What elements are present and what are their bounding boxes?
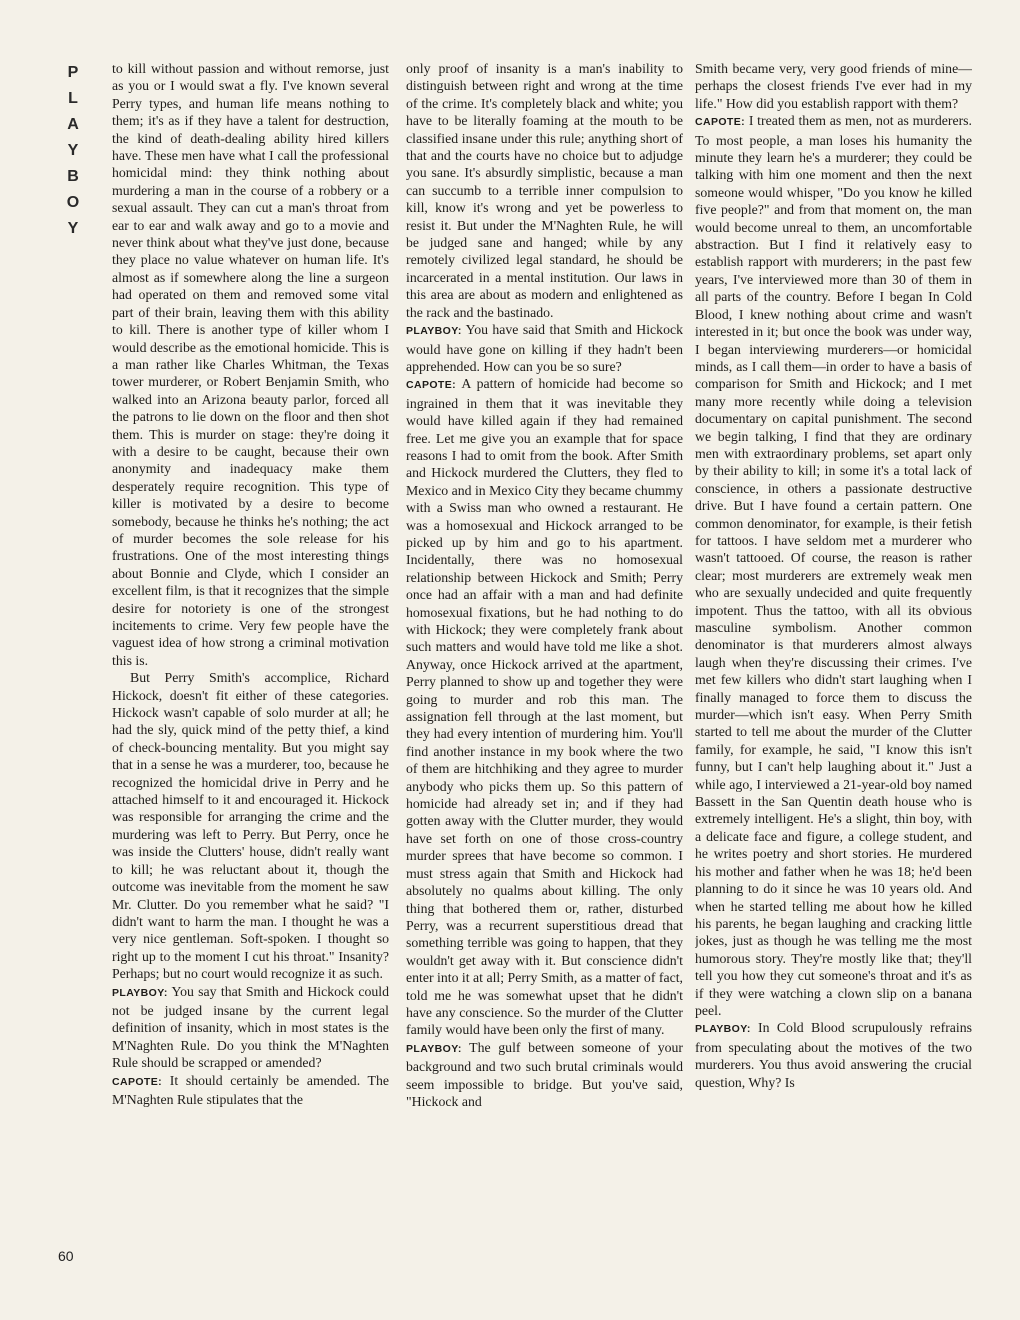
paragraph [406, 1039, 683, 1111]
paragraph [112, 669, 389, 982]
speaker-label: PLAYBOY: [112, 986, 168, 999]
paragraph [695, 60, 972, 112]
speaker-label: PLAYBOY: [406, 1042, 462, 1055]
paragraph-text: The gulf between someone of your background and two such brutal criminals would seem impossible to bridge. But you've said, "Hickock and [406, 1039, 683, 1109]
paragraph [112, 60, 389, 669]
sidebar-letter: A [67, 116, 79, 133]
speaker-label: PLAYBOY: [406, 325, 462, 338]
paragraph [406, 375, 683, 1038]
sidebar-letter: L [68, 90, 78, 107]
paragraph-text: Smith became very, very good friends of mine—perhaps the closest friends I've ever had in my life." How did you establish rapport with them? [695, 61, 972, 111]
paragraph-text: to kill without passion and without remorse, just as you or I would swat a fly. I've known several Perry types, and human life means nothing to them; it's as if they have a talent for destruction, the kind of death-dealing ability hired killers have. These men have what I call the professional homicidal mind: they think nothing about murdering a man in the course of a robbery or a sexual assault. They can cut a man's throat from ear to ear and walk away and go to a movie and never think about what they've just done, because they place no value whatever on human life. It's almost as if somewhere along the line a surgeon had operated on them and removed some vital part of their brain, leaving them with this ability to kill. There is another type of killer whom I would describe as the emotional homicide. This is a man rather like Charles Whitman, the Texas tower murderer, or Robert Benjamin Smith, who walked into an Arizona beauty parlor, forced all the patrons to lie down on the floor and then shot them. This is murder on stage: they're doing it with a desire to be caught, because their own anonymity and inadequacy make them desperately require recognition. This type of killer is motivated by a desire to become somebody, because he thinks he's nothing; the act of murder becomes the sole release for his frustrations. One of the most interesting things about Bonnie and Clyde, which I consider an excellent film, is that it recognizes that the simple desire for notoriety is one of the strongest incitements to crime. Very few people have the vaguest idea of how strong a criminal motivation this is. [112, 61, 389, 668]
page-number: 60 [58, 1248, 74, 1264]
paragraph [406, 60, 683, 321]
paragraph-text: But Perry Smith's accomplice, Richard Hickock, doesn't fit either of these categories. Hickock wasn't capable of solo murder at all; he had the sly, quick mind of the petty thief, a kind of check-bouncing mentality. But you might say that in a sense he was a murderer, too, because he recognized the homicidal drive in Perry and he attached himself to it and encouraged it. Hickock was responsible for arranging the crime and the murdering was left to Perry. But Perry, once he was inside the Clutters' house, didn't really want to kill; he was reluctant about it, though the outcome was inevitable from the moment he saw Mr. Clutter. Do you remember what he said? "I didn't want to harm the man. I thought he was a very nice gentleman. Soft-spoken. I thought so right up to the moment I cut his throat." Insanity? Perhaps; but no court would recognize it as such. [112, 670, 389, 982]
paragraph-text: I treated them as men, not as murderers. To most people, a man loses his humanity the minute they learn he's a murderer; they could be talking with him one moment and then the next someone would whisper, "Do you know he killed five people?" and from that moment on, the man would become unreal to them, an uncomfortable abstraction. But I find it relatively easy to establish rapport with murderers; in the past few years, I've interviewed more than 30 of them in all parts of the country. Before I began In Cold Blood, I knew nothing about crime and wasn't interested in it; but once the book was under way, I began interviewing murderers—or homicidal minds, as I call them—in order to have a basis of comparison for Smith and Hickock; and I met many more recently while doing a television documentary on capital punishment. The second we begin talking, I find that they are ordinary men with extraordinary problems, set apart only by their ability to kill; in some it's a total lack of conscience, in others a passionate destructive drive. But I have found a certain pattern. One common denominator, for example, is their fetish for tattoos. I have seldom met a murderer who wasn't tattooed. Of course, the reason is rather clear; most murderers are extremely weak men who are sexually undecided and quite frequently impotent. Thus the tattoo, with all its obvious masculine symbolism. Another common denominator is that murderers almost always laugh when they're discussing their crimes. I've met few killers who didn't start laughing when I finally managed to force them to discuss the murder—which isn't easy. When Perry Smith started to tell me about the murder of the Clutter family, for example, he said, "I know this isn't funny, but I can't help laughing about it." Just a while ago, I interviewed a 21-year-old boy named Bassett in the San Quentin death house who is extremely intelligent. He's a slight, thin boy, with a delicate face and figure, a college student, and he writes poetry and short stories. He murdered his mother and father when he was 18; he'd been planning to do it since he was 10 years old. And when he started telling me about how he killed his parents, he began laughing and cracking little jokes, just as though he was telling me the most humorous story. They're mostly like that; they'll tell you how they cut someone's throat and it's as if they were watching a clown slip on a banana peel. [695, 113, 972, 1018]
text-column-1 [112, 60, 389, 1278]
speaker-label: CAPOTE: [406, 379, 457, 392]
paragraph-text: In Cold Blood scrupulously refrains from speculating about the motives of the two murderers. You thus avoid answering the crucial question, Why? Is [695, 1020, 972, 1090]
paragraph [695, 112, 972, 1019]
text-column-2 [406, 60, 683, 1278]
sidebar-letter: Y [67, 142, 79, 159]
paragraph [406, 321, 683, 375]
text-column-3 [695, 60, 972, 1278]
speaker-label: CAPOTE: [112, 1075, 163, 1088]
paragraph [112, 1072, 389, 1109]
sidebar-letter: Y [67, 220, 79, 237]
paragraph-text: You have said that Smith and Hickock would have gone on killing if they hadn't been apprehended. How can you be so sure? [406, 322, 683, 374]
paragraph [695, 1019, 972, 1091]
paragraph-text: It should certainly be amended. The M'Naghten Rule stipulates that the [112, 1072, 389, 1107]
sidebar-letter: B [67, 168, 79, 185]
sidebar-letter: O [66, 194, 80, 211]
paragraph-text: A pattern of homicide had become so ingrained in them that it was inevitable they would have killed again if they had remained free. Let me give you an example that for space reasons I had to omit from the book. After Smith and Hickock murdered the Clutters, they fled to Mexico and in Mexico City they became chummy with a Swiss man who owned a restaurant. He was a homosexual and Hickock arranged to be picked up by him and go to his apartment. Incidentally, there was no homosexual relationship between Hickock and Smith; Perry once had an affair with a man and had definite homosexual fixations, but he had nothing to do with Hickock; they were completely frank about such matters and would have told me like a shot. Anyway, once Hickock arrived at the apartment, Perry planned to show up and together they were going to murder and rob this man. The assignation fell through at the last moment, but they had every intention of murdering him. You'll find another instance in my book where the two of them are hitchhiking and they agree to murder anybody who picks them up. So this pattern of homicide had already set in; and if they had gotten away with the Clutter murder, they would have set forth on one of those cross-country murder sprees that have become so common. I must stress again that Smith and Hickock had absolutely no qualms about killing. The only thing that bothered them or, rather, disturbed Perry, was a recurrent superstitious dread that something terrible was going to happen, that they wouldn't get away with it. But conscience didn't enter into it at all; Perry Smith, as a matter of fact, told me he was somewhat upset that he didn't have any conscience. So the murder of the Clutter family would have been only the first of many. [406, 376, 683, 1038]
sidebar-letter: P [67, 64, 79, 81]
paragraph-text: only proof of insanity is a man's inability to distinguish between right and wrong at the time of the crime. It's completely black and white; you have to be literally foaming at the mouth to be classified insane under this rule; anything short of that and the courts have no choice but to adjudge you sane. It's absurdly simplistic, because a man can succumb to a terrible inner compulsion to kill, know it's wrong and yet be powerless to resist it. But under the M'Naghten Rule, he will be judged sane and hanged; while by any remotely civilized legal standard, he should be incarcerated in a mental institution. Our laws in this area are about as modern and enlightened as the rack and the bastinado. [406, 61, 683, 320]
paragraph-text: You say that Smith and Hickock could not be judged insane by the current legal definition of insanity, which in most states is the M'Naghten Rule. Do you think the M'Naghten Rule should be scrapped or amended? [112, 983, 389, 1071]
speaker-label: CAPOTE: [695, 116, 746, 129]
paragraph [112, 983, 389, 1072]
magazine-sidebar-label [58, 60, 88, 242]
speaker-label: PLAYBOY: [695, 1023, 751, 1036]
